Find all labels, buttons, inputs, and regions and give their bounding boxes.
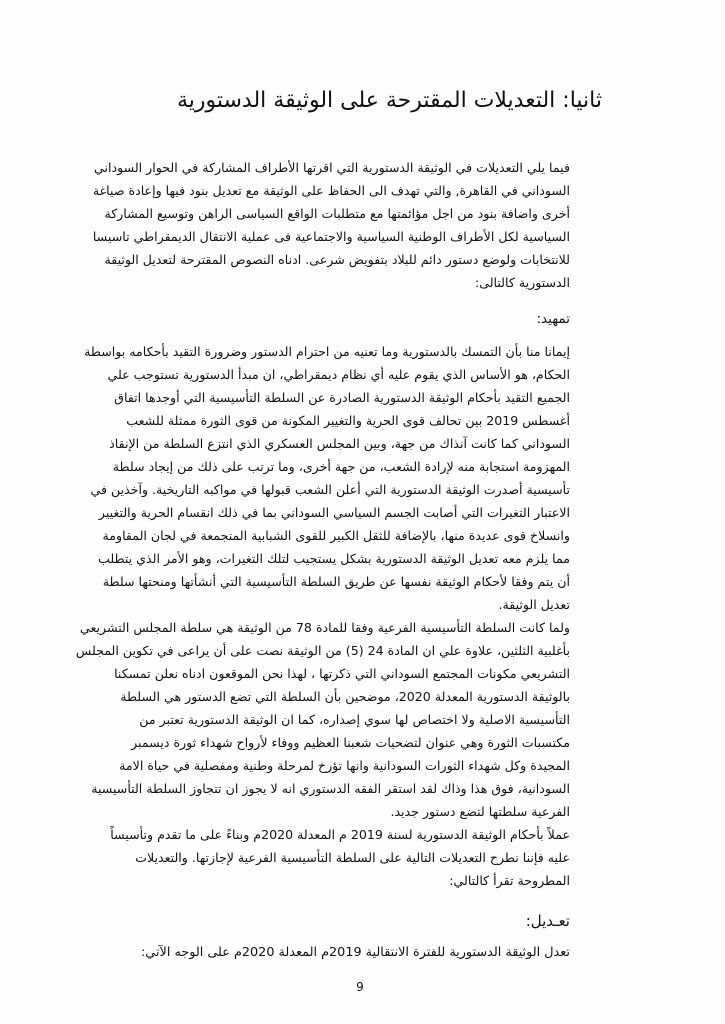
text-line: السوداني كما كانت آنذاك من جهة، وبين المجلس العسكري الذي انتزع السلطة من الإنقاذ	[109, 436, 570, 451]
text-line: ولما كانت السلطة التأسيسية الفرعية وفقا للمادة 78 من الوثيقة هي سلطة المجلس التشريعي	[79, 620, 570, 635]
text-line: بالوثيقة الدستورية المعدلة 2020، موضحين بأن السلطة التي تضع الدستور هي السلطة	[120, 689, 570, 704]
amendment-statement: تعدل الوثيقة الدستورية للفترة الانتقالية 2019م المعدلة 2020م على الوجه الآتي:	[140, 945, 570, 960]
text-line: التشريعي مكونات المجتمع السوداني التي ذكرتها ، لهذا نحن الموقعون ادناه نعلن تمسكنا	[114, 666, 570, 681]
page-number: 9	[356, 980, 364, 994]
text-line: المجيدة وكل شهداء الثورات السودانية وانها تؤرخ لمرحلة وطنية ومفصلية في حياة الامة	[119, 758, 570, 773]
text-line: عملاً بأحكام الوثيقة الدستورية لسنة 2019 م المعدلة 2020م وبناءً على ما تقدم وتأسيساً	[110, 827, 570, 842]
intro-paragraph	[92, 156, 570, 294]
preamble-heading: تمهيد:	[536, 311, 570, 327]
text-line: الدستورية كالتالى:	[474, 275, 570, 290]
text-line: مكتسبات الثورة وهي عنوان لتضحيات شعبنا العظيم ووفاء لأرواح شهداء ثورة ديسمبر	[131, 735, 570, 750]
text-line: المطروحة تقرأ كالتالي:	[449, 873, 570, 888]
text-line: السوداني في القاهرة, والتي تهدف الى الحفاظ على الوثيقة مع تعديل بنود فيها وإعادة صياغة	[92, 183, 570, 198]
text-line: وانسلاخ قوى عديدة منها، بالإضافة للثقل الكبير للقوى الشبابية المتجمعة في لجان المقاومة	[102, 528, 570, 543]
text-line: الحكام، هو الأساس الذي يقوم عليه أي نظام ديمقراطي، ان مبدأ الدستورية تستوجب علي	[107, 367, 570, 382]
text-line: فيما يلي التعديلات في الوثيقة الدستورية التي اقرتها الأطراف المشاركة في الحوار السوداني	[93, 160, 570, 175]
text-line: أغسطس 2019 بين تحالف قوى الحرية والتغيير المكونة من قوى الثورة ممثلة للشعب	[126, 413, 570, 428]
text-line: تعديل الوثيقة.	[498, 597, 570, 612]
text-line: تأسيسية أصدرت الوثيقة الدستورية التي أعلن الشعب قبولها في مواكبه التاريخية. وآخذين في	[90, 482, 570, 497]
text-line: السودانية، فوق هذا وذاك لقد استقر الفقه الدستوري انه لا يجوز ان تتجاوز السلطة التأسيسية	[91, 781, 570, 796]
text-line: السياسية لكل الأطراف الوطنية السياسية والاجتماعية فى عملية الانتقال الديمقراطي تاسيسا	[92, 229, 570, 244]
text-line: بأغلبية الثلثين، علاوة علي ان المادة 24 (5) من الوثيقة نصت على أن يراعى في تكوين المجلس	[75, 643, 570, 658]
text-line: المهزومة استجابة منه لإرادة الشعب، من جهة أخرى، وما ترتب على ذلك من إيجاد سلطة	[112, 459, 570, 474]
text-line: الاعتبار التغيرات التي أصابت الجسم السياسي السوداني بما في ذلك انقسام الحرية والتغيير	[98, 505, 570, 520]
text-line: الجميع التقيد بأحكام الوثيقة الدستورية الصادرة عن السلطة التأسيسية التي أوجدها اتفاق	[114, 390, 570, 405]
text-line: مما يلزم معه تعديل الوثيقة الدستورية بشكل يستجيب لتلك التغيرات، وهو الأمر الذي يتطلب	[98, 551, 570, 566]
text-line: الفرعية سلطتها لتضع دستور جديد.	[390, 804, 570, 819]
text-line: التأسيسية الاصلية ولا اختصاص لها سوي إصداره، كما ان الوثيقة الدستورية تعتبر من	[139, 712, 570, 727]
section-title: ثانيا: التعديلات المقترحة على الوثيقة الدستورية	[176, 88, 602, 113]
text-line: أخرى واضافة بنود من اجل مؤائمتها مع متطلبات الواقع السياسى الراهن وتوسيع المشاركة	[104, 206, 570, 221]
text-line: عليه فإننا نطرح التعديلات التالية على السلطة التأسيسية الفرعية لإجازتها. والتعديلات	[135, 850, 570, 865]
text-line: للانتخابات ولوضع دستور دائم للبلاد بتفويض شرعى. ادناه النصوص المقترحة لتعديل الوثيقة	[104, 252, 570, 267]
text-line: أن يتم وفقا لأحكام الوثيقة نفسها عن طريق السلطة التأسيسية التي أنشأتها ومنحتها سلطة	[102, 574, 570, 589]
text-line: إيمانا منا بأن التمسك بالدستورية وما تعنيه من احترام الدستور وضرورة التقيد بأحكامه بواسطة	[84, 344, 570, 359]
preamble-paragraph	[75, 340, 570, 892]
amendment-heading: تعـديل:	[525, 912, 570, 930]
